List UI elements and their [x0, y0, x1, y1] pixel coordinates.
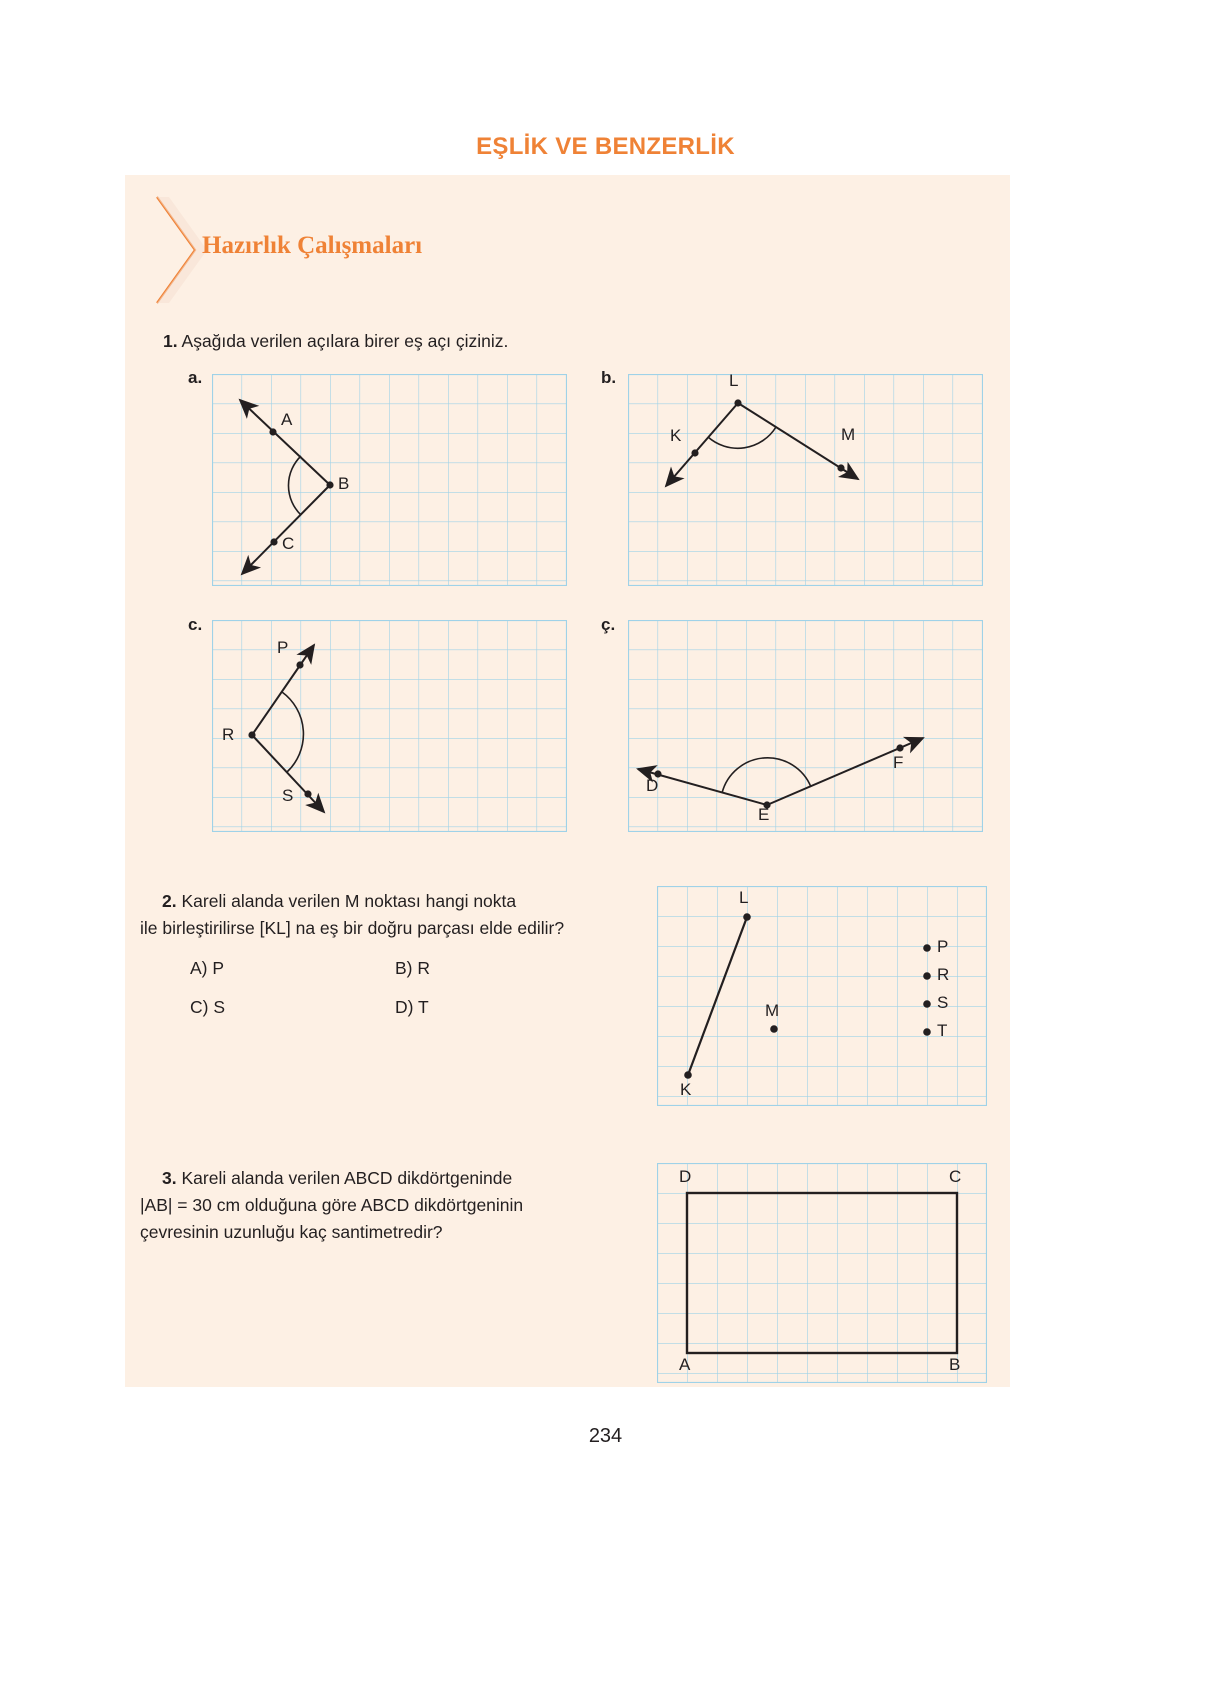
figure-c: [212, 620, 567, 832]
question-1-number: 1.: [163, 331, 178, 351]
figure-c-label-R: R: [222, 725, 235, 744]
figure-q2-label-R: R: [937, 965, 950, 984]
question-2-number: 2.: [162, 891, 177, 911]
option-row-2: [190, 997, 610, 1018]
figure-q2-label-L: L: [739, 888, 749, 907]
figure-cc-label-E: E: [758, 805, 770, 824]
figure-a-label-C: C: [282, 534, 295, 553]
question-3-line3: çevresinin uzunluğu kaç santimetredir?: [140, 1222, 443, 1242]
figure-c-cedilla: [628, 620, 983, 832]
question-2-options: [190, 958, 610, 1036]
figure-q2-label-M: M: [765, 1001, 780, 1020]
figure-q3-label-B: B: [949, 1355, 961, 1374]
page-title: EŞLİK VE BENZERLİK: [476, 133, 735, 160]
option-a-key: A): [190, 958, 208, 978]
question-3-abs-ab: |AB|: [140, 1195, 173, 1215]
option-c[interactable]: [190, 997, 395, 1018]
option-b-value: R: [417, 958, 431, 978]
option-row-1: [190, 958, 610, 979]
figure-b-label-M: M: [841, 425, 856, 444]
figure-cc-label-D: D: [646, 776, 659, 795]
option-d-value: T: [418, 997, 429, 1017]
figure-question-2: [657, 886, 987, 1106]
option-d-key: D): [395, 997, 414, 1017]
figure-q3-label-D: D: [679, 1167, 692, 1186]
option-b-key: B): [395, 958, 413, 978]
figure-a-label-A: A: [281, 410, 293, 429]
figure-a-label-B: B: [338, 474, 350, 493]
figure-q3-label-A: A: [679, 1355, 691, 1374]
figure-q3-label-C: C: [949, 1167, 962, 1186]
page-number: 234: [588, 1425, 623, 1447]
question-1-body: Aşağıda verilen açılara birer eş açı çiziniz.: [181, 331, 509, 351]
figure-q2-label-T: T: [937, 1021, 948, 1040]
figure-c-label-P: P: [277, 638, 289, 657]
figure-q2-label-P: P: [937, 937, 949, 956]
question-3-number: 3.: [162, 1168, 177, 1188]
figure-c-label-S: S: [282, 786, 294, 805]
question-3-line1: Kareli alanda verilen ABCD dikdörtgeninde: [181, 1168, 513, 1188]
option-d[interactable]: [395, 997, 600, 1018]
figure-q2-label-K: K: [680, 1080, 692, 1099]
figure-question-3: [657, 1163, 987, 1383]
section-header: Hazırlık Çalışmaları: [202, 232, 423, 259]
part-label-b: b.: [601, 368, 617, 387]
option-a-value: P: [212, 958, 225, 978]
part-label-c-cedilla: ç.: [601, 615, 616, 634]
part-label-a: a.: [188, 368, 203, 387]
question-2-line1: Kareli alanda verilen M noktası hangi nokta: [181, 891, 517, 911]
option-a[interactable]: [190, 958, 395, 979]
figure-b-label-K: K: [670, 426, 682, 445]
option-b[interactable]: [395, 958, 600, 979]
figure-q2-label-S: S: [937, 993, 949, 1012]
question-3-line2: = 30 cm olduğuna göre ABCD dikdörtgeninin: [172, 1195, 524, 1215]
figure-b: [628, 371, 983, 586]
figure-b-label-L: L: [729, 371, 739, 390]
figure-cc-label-F: F: [893, 753, 904, 772]
option-c-value: S: [213, 997, 226, 1017]
question-2-text: [140, 888, 640, 942]
question-2-line2: ile birleştirilirse [KL] na eş bir doğru parçası elde edilir?: [140, 918, 565, 938]
question-3-text: [140, 1165, 640, 1246]
figure-a: [212, 374, 567, 586]
question-1-text: [163, 328, 723, 355]
option-c-key: C): [190, 997, 209, 1017]
part-label-c: c.: [188, 615, 203, 634]
